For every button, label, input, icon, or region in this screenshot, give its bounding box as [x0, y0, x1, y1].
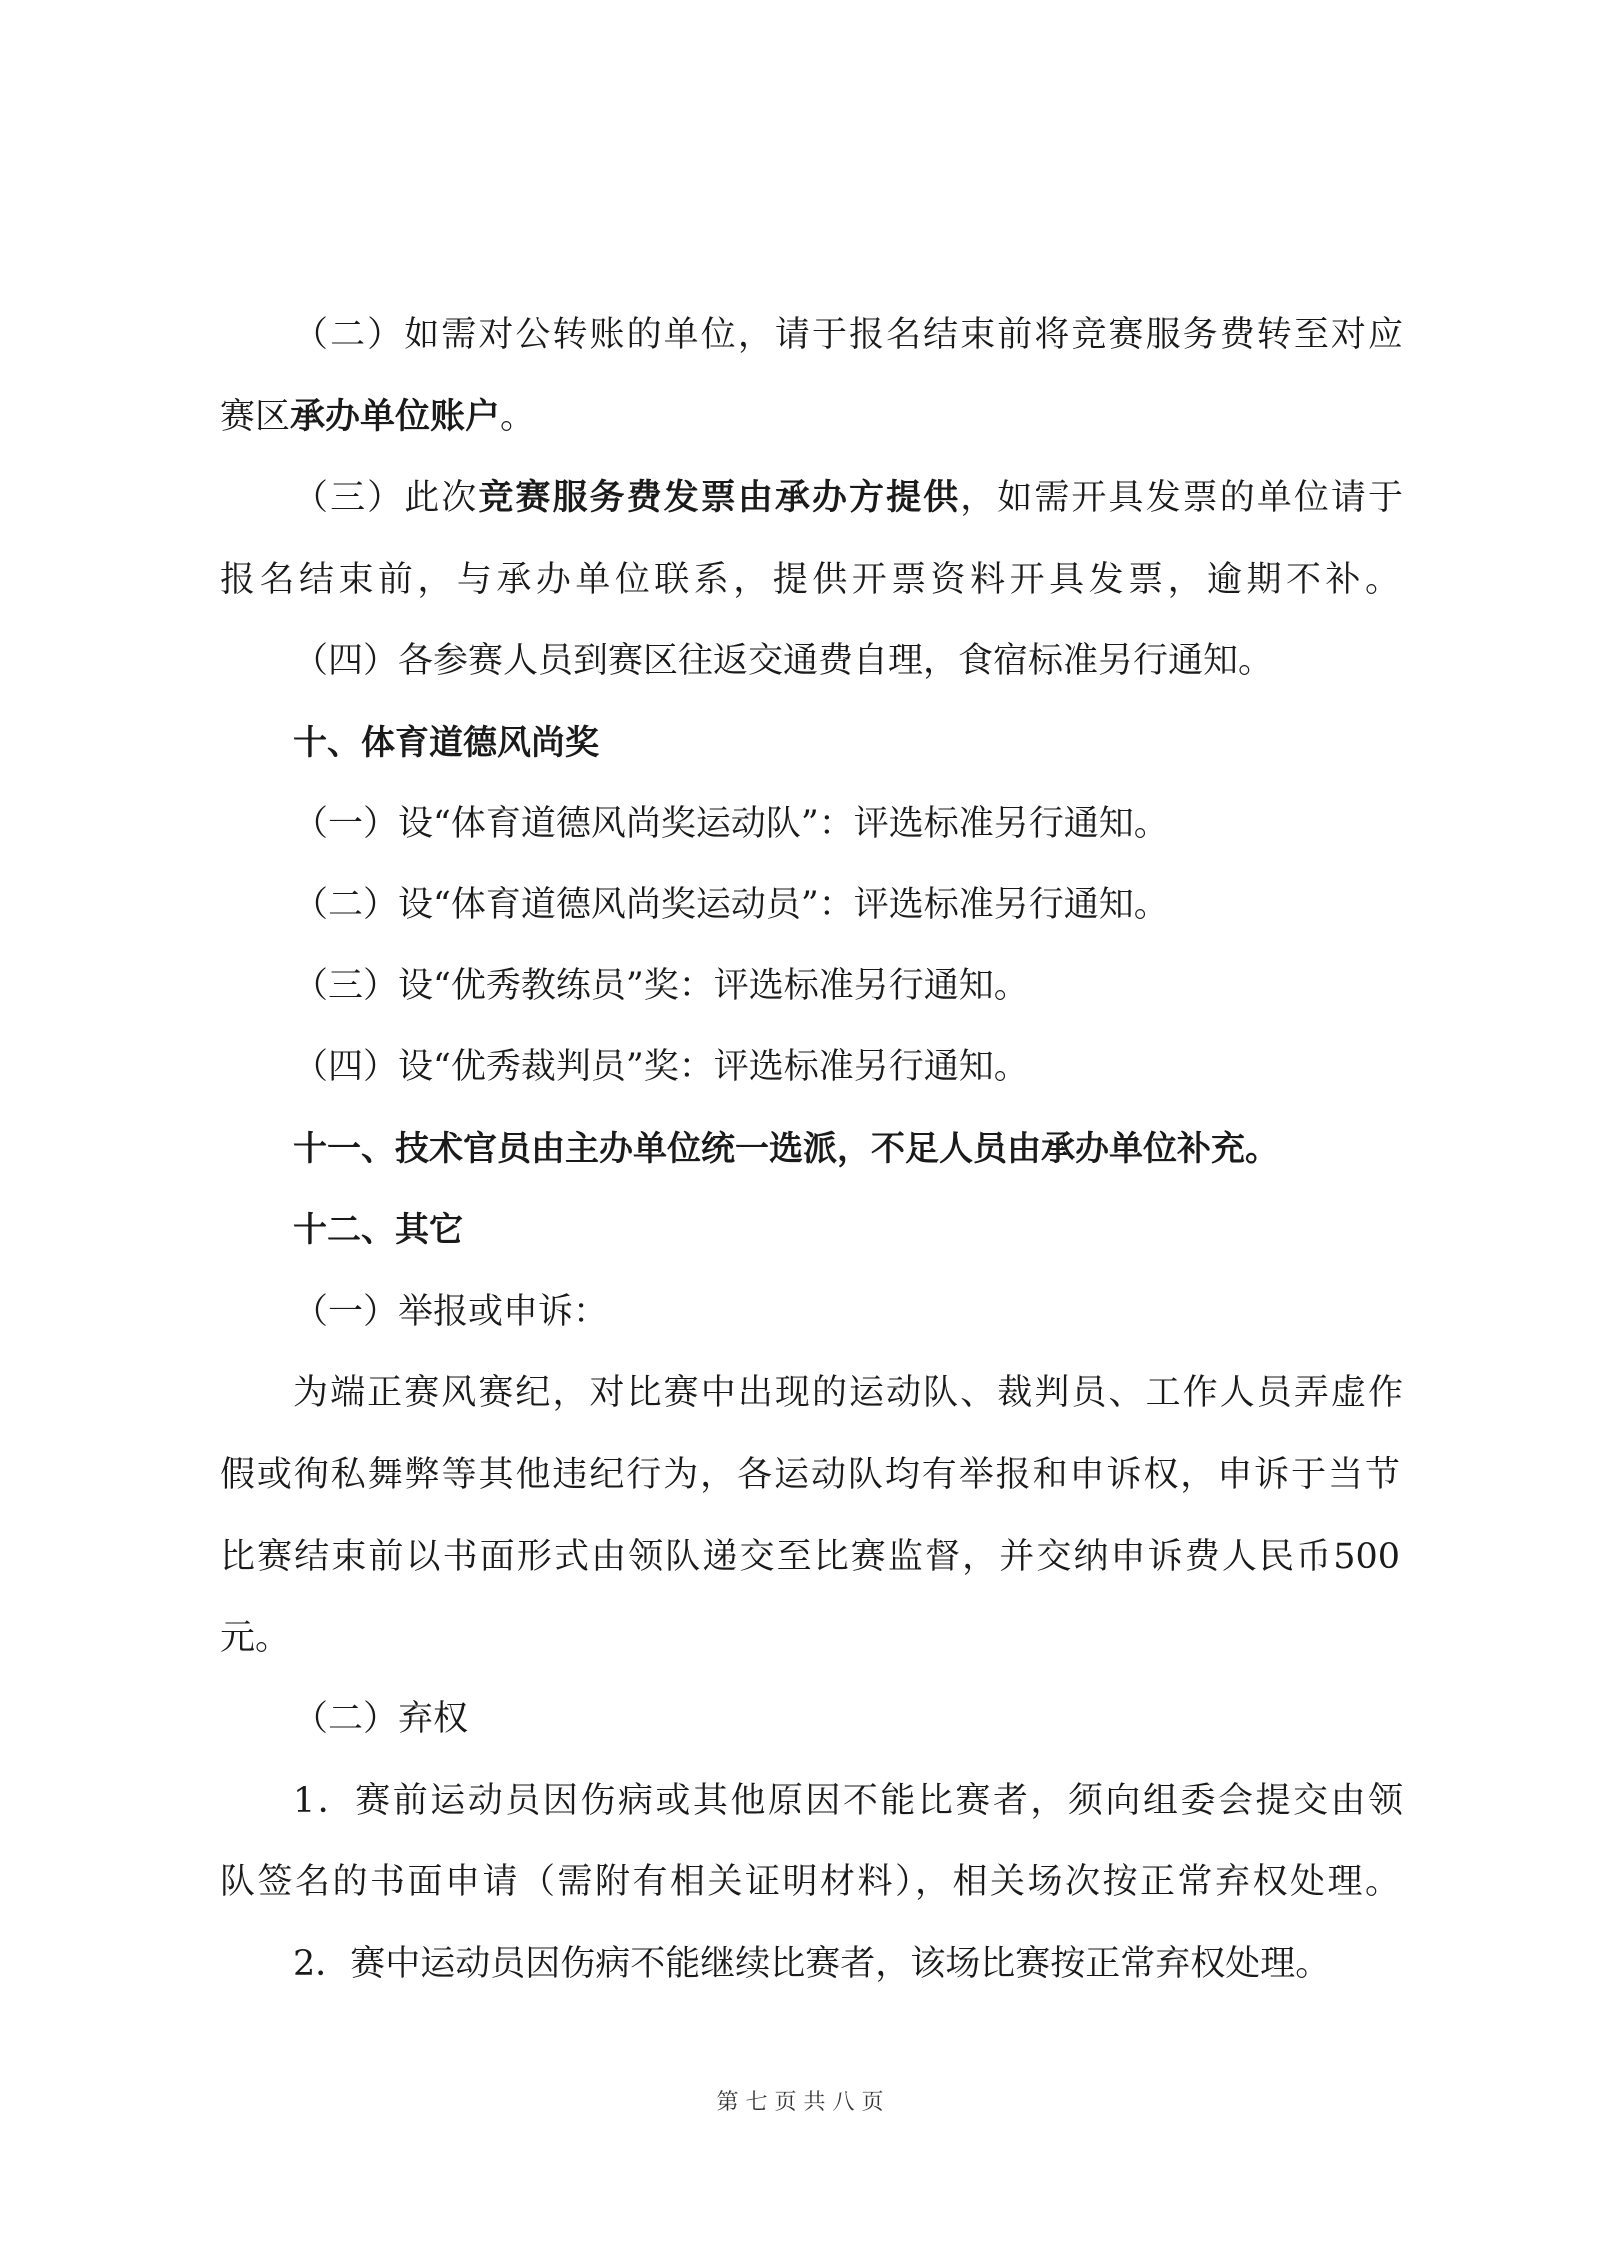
- section-12-sub2-item1-line2: 队签名的书面申请（需附有相关证明材料），相关场次按正常弃权处理。: [220, 1862, 1400, 1902]
- section-12-sub2-item2: 2．赛中运动员因伤病不能继续比赛者，该场比赛按正常弃权处理。: [293, 1944, 1331, 1984]
- paragraph-transfer-line2: [220, 392, 1400, 442]
- text-period: 。: [500, 397, 536, 437]
- section-12-sub1-line4: 元。: [220, 1618, 291, 1658]
- section-10-item-3: （三）设“优秀教练员”奖：评选标准另行通知。: [293, 966, 1029, 1006]
- text-host-account: 承办单位账户: [290, 396, 501, 437]
- section-12-heading: 十二、其它: [293, 1210, 463, 1250]
- section-10-item-1: （一）设“体育道德风尚奖运动队”：评选标准另行通知。: [293, 804, 1169, 844]
- section-12-sub1-line3: 比赛结束前以书面形式由领队递交至比赛监督，并交纳申诉费人民币500: [220, 1537, 1400, 1577]
- text-invoice-rest: ，如需开具发票的单位请于: [960, 478, 1403, 518]
- page-number-footer: 第 七 页 共 八 页: [716, 2090, 884, 2115]
- text-invoice-provider: 竞赛服务费发票由承办方提供: [478, 477, 961, 518]
- paragraph-transfer-line1: （二）如需对公转账的单位，请于报名结束前将竞赛服务费转至对应: [293, 315, 1403, 355]
- section-10-heading: 十、体育道德风尚奖: [293, 723, 599, 763]
- section-10-item-2: （二）设“体育道德风尚奖运动员”：评选标准另行通知。: [293, 885, 1169, 925]
- paragraph-travel: （四）各参赛人员到赛区往返交通费自理，食宿标准另行通知。: [293, 641, 1274, 681]
- section-11-heading: 十一、技术官员由主办单位统一选派，不足人员由承办单位补充。: [293, 1129, 1279, 1169]
- text-this-time: （三）此次: [293, 478, 479, 518]
- text-region: 赛区: [220, 397, 291, 437]
- section-10-item-4: （四）设“优秀裁判员”奖：评选标准另行通知。: [293, 1047, 1029, 1087]
- section-12-sub1-line2: 假或徇私舞弊等其他违纪行为，各运动队均有举报和申诉权，申诉于当节: [220, 1455, 1400, 1495]
- section-12-sub2-item1-line1: 1．赛前运动员因伤病或其他原因不能比赛者，须向组委会提交由领: [293, 1781, 1403, 1821]
- section-12-sub1-line1: 为端正赛风赛纪，对比赛中出现的运动队、裁判员、工作人员弄虚作: [293, 1373, 1403, 1413]
- section-12-sub1-title: （一）举报或申诉：: [293, 1292, 609, 1332]
- paragraph-invoice-line2: 报名结束前，与承办单位联系，提供开票资料开具发票，逾期不补。: [220, 560, 1400, 600]
- section-12-sub2-title: （二）弃权: [293, 1699, 469, 1739]
- paragraph-invoice-line1: [293, 473, 1403, 523]
